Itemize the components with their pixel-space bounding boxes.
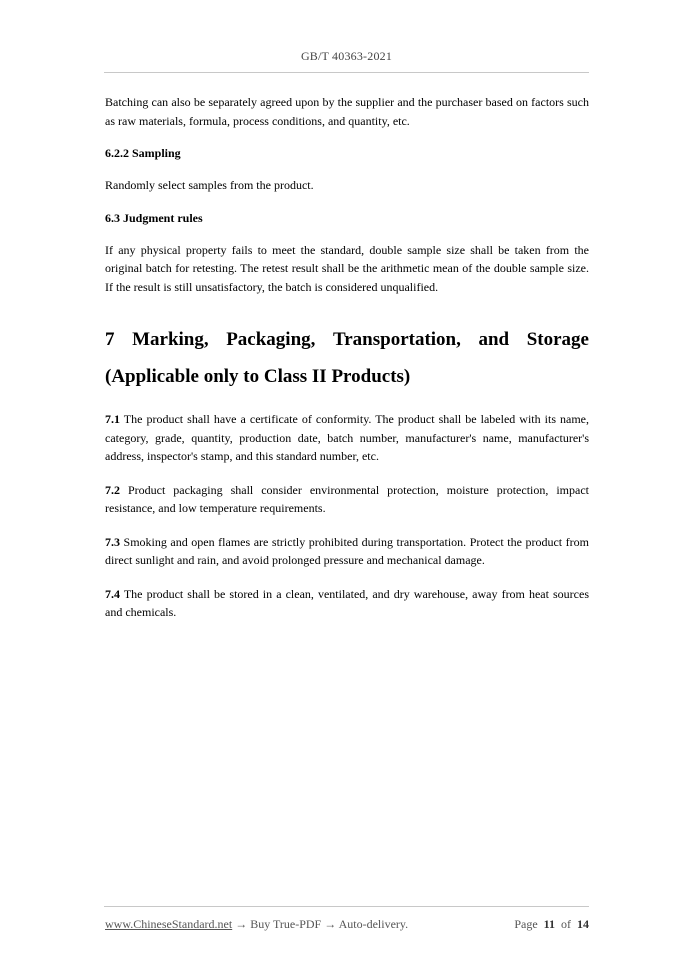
batching-paragraph: Batching can also be separately agreed upon by the supplier and the purchaser based on factors such as raw materials, formula, process conditions, and quantity, etc. bbox=[105, 95, 589, 128]
clause-text: Product packaging shall consider environmental protection, moisture protection, impact resistance, and low temperature requirements. bbox=[105, 482, 589, 515]
document-body bbox=[105, 93, 589, 622]
clause-number: 7.3 bbox=[105, 534, 120, 549]
section-7-heading-line1 bbox=[105, 321, 589, 358]
clause-number: 7.4 bbox=[105, 586, 120, 601]
header-divider bbox=[104, 72, 589, 73]
clause-text: The product shall be stored in a clean, ventilated, and dry warehouse, away from heat sources and chemicals. bbox=[105, 586, 589, 619]
heading-word: 7 bbox=[105, 329, 115, 350]
site-link[interactable]: www.ChineseStandard.net bbox=[105, 917, 233, 931]
page-total: 14 bbox=[577, 917, 589, 931]
footer-promo bbox=[105, 917, 408, 932]
clause-number: 7.1 bbox=[105, 412, 120, 426]
clause-7-4 bbox=[105, 585, 589, 622]
clause-7-3 bbox=[105, 533, 589, 570]
heading-word: Packaging, bbox=[226, 329, 316, 350]
arrow-right-icon: → bbox=[232, 917, 251, 931]
clause-text: The product shall have a certificate of conformity. The product shall be labeled with its name, category, grade, quantity, production date, batch number, manufacturer's name, manufacturer's address, inspector's stamp, and this standard number, etc. bbox=[105, 412, 589, 463]
page-of: of bbox=[561, 917, 571, 931]
sampling-heading: 6.2.2 Sampling bbox=[105, 146, 181, 160]
heading-word: Storage bbox=[526, 329, 589, 350]
clause-7-2 bbox=[105, 481, 589, 518]
clause-7-1 bbox=[105, 410, 589, 466]
footer-divider bbox=[104, 906, 589, 907]
page-label: Page bbox=[514, 917, 538, 931]
page-current: 11 bbox=[543, 917, 555, 931]
judgment-heading: 6.3 Judgment rules bbox=[105, 210, 203, 225]
heading-word: and bbox=[478, 329, 510, 350]
clause-number: 7.2 bbox=[105, 482, 120, 497]
section-7-heading-line2: (Applicable only to Class II Products) bbox=[105, 366, 411, 387]
sampling-paragraph: Randomly select samples from the product. bbox=[105, 178, 314, 192]
buy-pdf-text: Buy True-PDF bbox=[250, 917, 322, 931]
section-7-heading bbox=[105, 321, 589, 395]
judgment-paragraph: If any physical property fails to meet the standard, double sample size shall be taken from the original batch for retesting. The retest result shall be the arithmetic mean of the double sample size. If the result is still unsatisfactory, the batch is considered unqualified. bbox=[105, 242, 589, 294]
arrow-right-icon: → bbox=[321, 917, 339, 931]
page-footer bbox=[105, 917, 589, 932]
heading-word: Transportation, bbox=[332, 329, 461, 350]
delivery-text: Auto-delivery. bbox=[338, 917, 409, 931]
document-header-title: GB/T 40363-2021 bbox=[300, 49, 393, 63]
page-number bbox=[514, 917, 589, 932]
heading-word: Marking, bbox=[132, 329, 209, 350]
clause-text: Smoking and open flames are strictly prohibited during transportation. Protect the product from direct sunlight and rain, and avoid prolonged pressure and mechanical damage. bbox=[105, 534, 589, 567]
